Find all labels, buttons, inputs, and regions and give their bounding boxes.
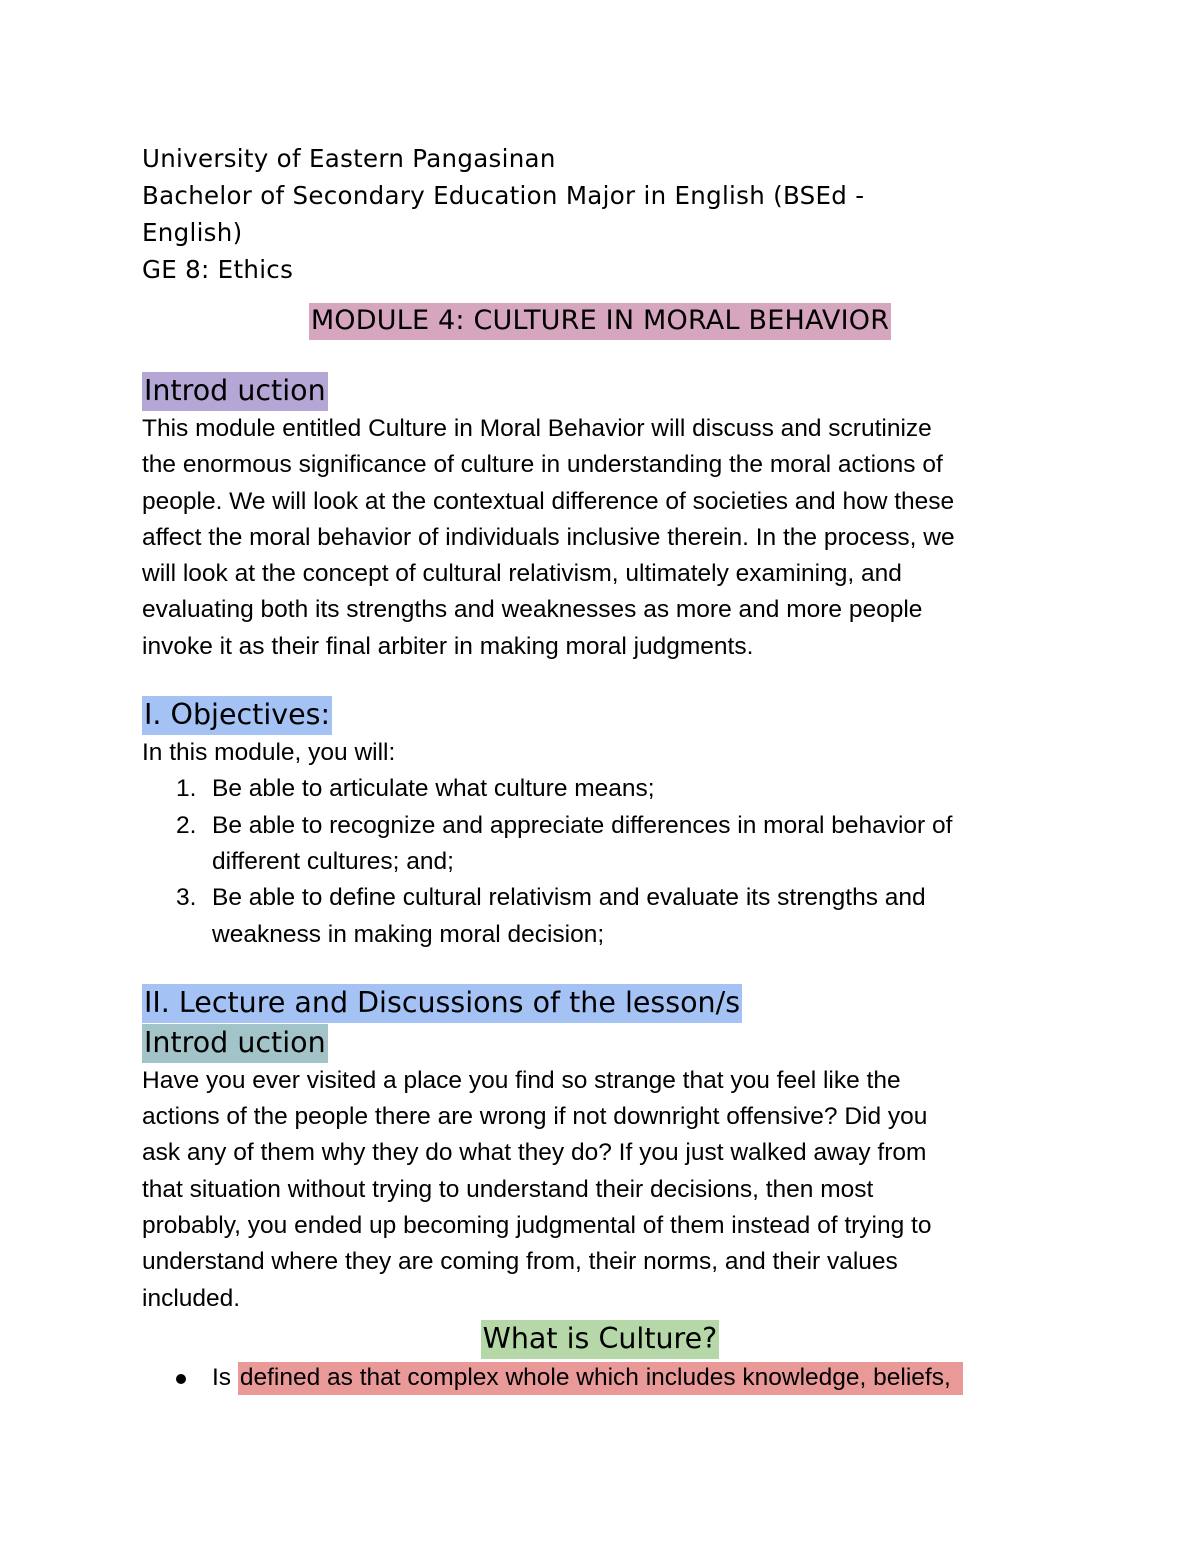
lecture-heading: II. Lecture and Discussions of the lesson/s [142,984,742,1023]
objective-text: Be able to recognize and appreciate differences in moral behavior of [212,811,953,839]
lecture-line: actions of the people there are wrong if not downright offensive? Did you [142,1103,928,1131]
program-name-line-1: Bachelor of Secondary Education Major in English (BSEd - [142,181,865,210]
objective-text: Be able to define cultural relativism and evaluate its strengths and [212,884,926,912]
objective-text-cont: weakness in making moral decision; [212,920,605,948]
lecture-subheading-row [142,1023,1062,1063]
intro-line: This module entitled Culture in Moral Behavior will discuss and scrutinize [142,415,932,442]
objective-text: Be able to articulate what culture means; [212,775,655,803]
objectives-lead: In this module, you will: [142,739,396,767]
university-name: University of Eastern Pangasinan [142,144,556,173]
lecture-subheading: Introd uction [142,1024,328,1063]
intro-line: affect the moral behavior of individuals inclusive therein. In the process, we [142,523,955,551]
culture-heading: What is Culture? [481,1320,720,1359]
intro-line: people. We will look at the contextual difference of societies and how these [142,487,955,515]
lecture-line: probably, you ended up becoming judgmental of them instead of trying to [142,1212,932,1240]
lecture-line: that situation without trying to understand their decisions, then most [142,1175,874,1203]
objective-item [142,880,1062,953]
bullet-highlight-text: defined as that complex whole which includes knowledge, beliefs, [238,1362,963,1395]
intro-line: evaluating both its strengths and weaknesses as more and more people [142,596,923,624]
lecture-line: ask any of them why they do what they do? If you just walked away from [142,1139,927,1167]
program-name-line-2: English) [142,218,243,247]
bullet-dot-icon [176,1374,186,1384]
culture-heading-row [142,1319,1058,1359]
bullet-prefix: Is [212,1363,238,1391]
module-title-block [142,301,1058,341]
intro-line: invoke it as their final arbiter in making moral judgments. [142,632,754,660]
course-name: GE 8: Ethics [142,255,294,284]
intro-line: will look at the concept of cultural relativism, ultimately examining, and [142,560,902,588]
objectives-heading: I. Objectives: [142,696,332,735]
lecture-heading-row [142,983,1062,1023]
objectives-list [142,771,1062,952]
objective-text-cont: different cultures; and; [212,847,454,875]
intro-line: the enormous significance of culture in understanding the moral actions of [142,451,943,479]
objective-number: 2. [176,811,197,839]
lecture-line: Have you ever visited a place you find so strange that you feel like the [142,1066,901,1094]
objective-number: 3. [176,884,197,912]
intro-heading: Introd uction [142,372,328,411]
lecture-line: included. [142,1284,241,1312]
objective-item [142,771,1062,807]
module-title: MODULE 4: CULTURE IN MORAL BEHAVIOR [309,303,891,340]
intro-heading-row [142,371,1062,411]
objectives-heading-row [142,695,1062,735]
document-page [142,140,1062,1397]
objective-item [142,808,1062,881]
culture-bullet [142,1359,1062,1397]
lecture-line: understand where they are coming from, their norms, and their values [142,1248,898,1276]
objective-number: 1. [176,775,197,803]
culture-bullet-list [142,1359,1062,1397]
